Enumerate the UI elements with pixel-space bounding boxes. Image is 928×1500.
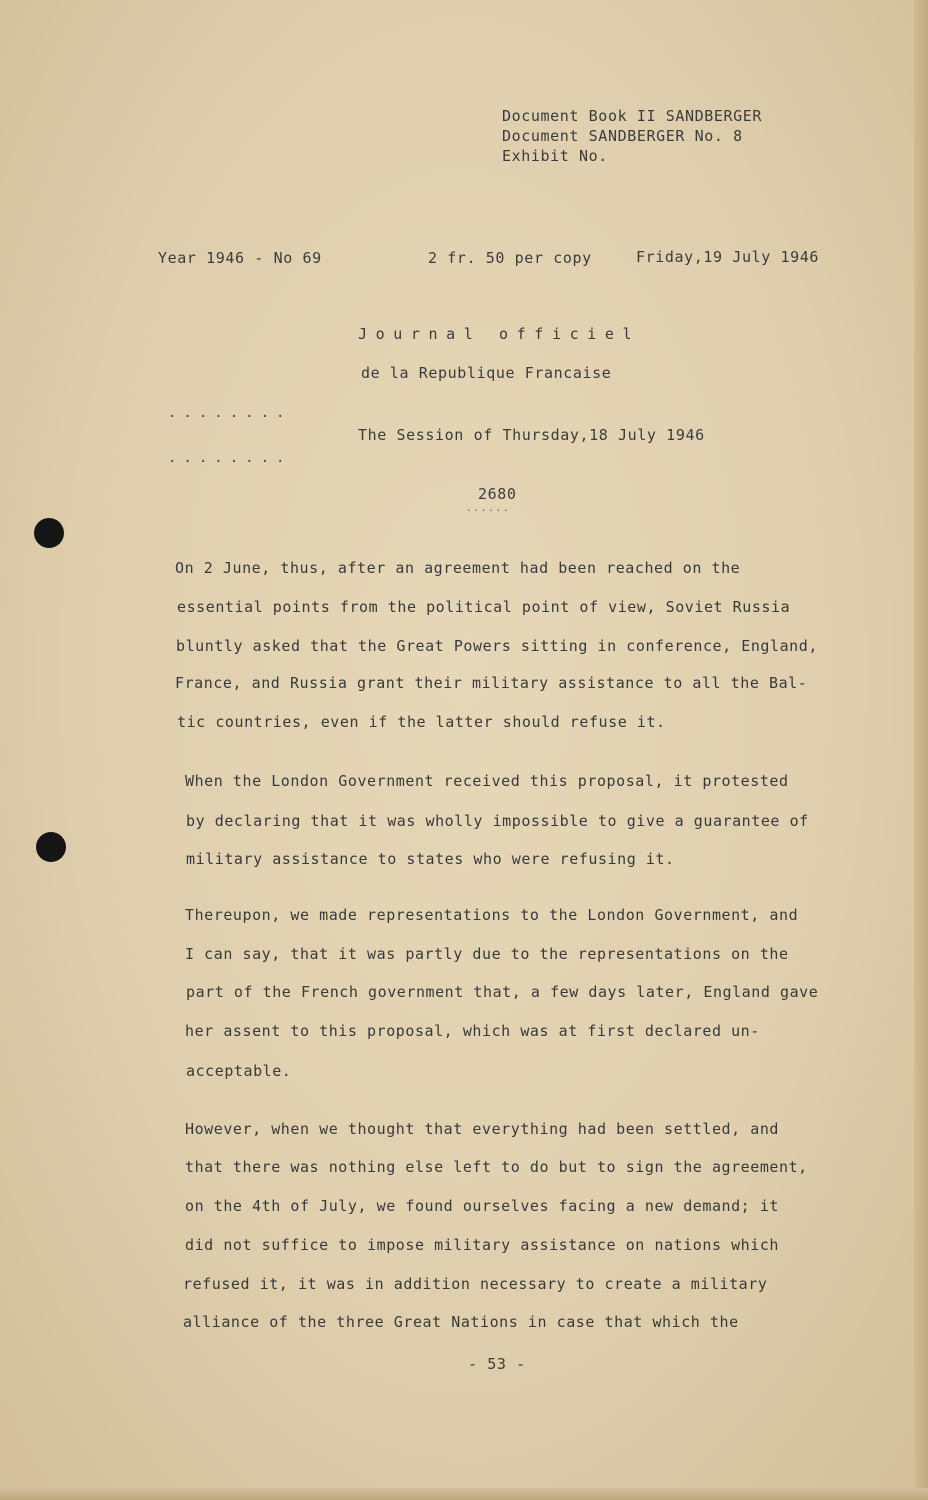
paragraph-4-line-1: However, when we thought that everything had been settled, and bbox=[185, 1120, 780, 1138]
paragraph-4-line-4: did not suffice to impose military assistance on nations which bbox=[185, 1236, 780, 1254]
page-reference: 2680 bbox=[478, 485, 517, 503]
page-edge-right bbox=[914, 0, 928, 1500]
paragraph-1-line-2: essential points from the political point of view, Soviet Russia bbox=[177, 598, 791, 616]
paragraph-3-line-3: part of the French government that, a few days later, England gave bbox=[186, 983, 819, 1001]
masthead-date: Friday,19 July 1946 bbox=[636, 248, 819, 266]
document-reference-block bbox=[502, 106, 762, 166]
paragraph-4-line-5: refused it, it was in addition necessary to create a military bbox=[183, 1275, 768, 1293]
dots-lower: ........ bbox=[168, 450, 292, 466]
masthead-year: Year 1946 - No 69 bbox=[158, 249, 322, 267]
paragraph-3-line-2: I can say, that it was partly due to the representations on the bbox=[185, 945, 789, 963]
separator-dots: ...... bbox=[466, 504, 511, 514]
paragraph-2-line-3: military assistance to states who were refusing it. bbox=[186, 850, 675, 868]
journal-title: Journal officiel bbox=[358, 325, 641, 343]
paragraph-4-line-6: alliance of the three Great Nations in case that which the bbox=[183, 1313, 739, 1331]
paragraph-3-line-4: her assent to this proposal, which was at first declared un- bbox=[185, 1022, 760, 1040]
paragraph-4-line-3: on the 4th of July, we found ourselves facing a new demand; it bbox=[185, 1197, 780, 1215]
paragraph-1-line-4: France, and Russia grant their military assistance to all the Bal- bbox=[175, 674, 808, 692]
paragraph-2-line-2: by declaring that it was wholly impossible to give a guarantee of bbox=[186, 812, 809, 830]
dots-upper: ........ bbox=[168, 405, 292, 421]
page-number: - 53 - bbox=[468, 1355, 526, 1373]
document-book-line: Document Book II SANDBERGER bbox=[502, 107, 763, 125]
document-number-line: Document SANDBERGER No. 8 bbox=[502, 127, 743, 145]
paragraph-4-line-2: that there was nothing else left to do but to sign the agreement, bbox=[185, 1158, 808, 1176]
session-line: The Session of Thursday,18 July 1946 bbox=[358, 426, 705, 444]
paragraph-3-line-1: Thereupon, we made representations to the London Government, and bbox=[185, 906, 799, 924]
paragraph-2-line-1: When the London Government received this proposal, it protested bbox=[185, 772, 789, 790]
paragraph-1-line-3: bluntly asked that the Great Powers sitting in conference, England, bbox=[176, 637, 818, 655]
exhibit-line: Exhibit No. bbox=[502, 147, 608, 165]
punch-hole-upper bbox=[34, 518, 64, 548]
page-edge-bottom bbox=[0, 1488, 928, 1500]
punch-hole-lower bbox=[36, 832, 66, 862]
paragraph-1-line-5: tic countries, even if the latter should refuse it. bbox=[177, 713, 666, 731]
paragraph-1-line-1: On 2 June, thus, after an agreement had been reached on the bbox=[175, 559, 741, 577]
paragraph-3-line-5: acceptable. bbox=[186, 1062, 292, 1080]
masthead-price: 2 fr. 50 per copy bbox=[428, 249, 592, 267]
republic-subtitle: de la Republique Francaise bbox=[361, 364, 612, 382]
